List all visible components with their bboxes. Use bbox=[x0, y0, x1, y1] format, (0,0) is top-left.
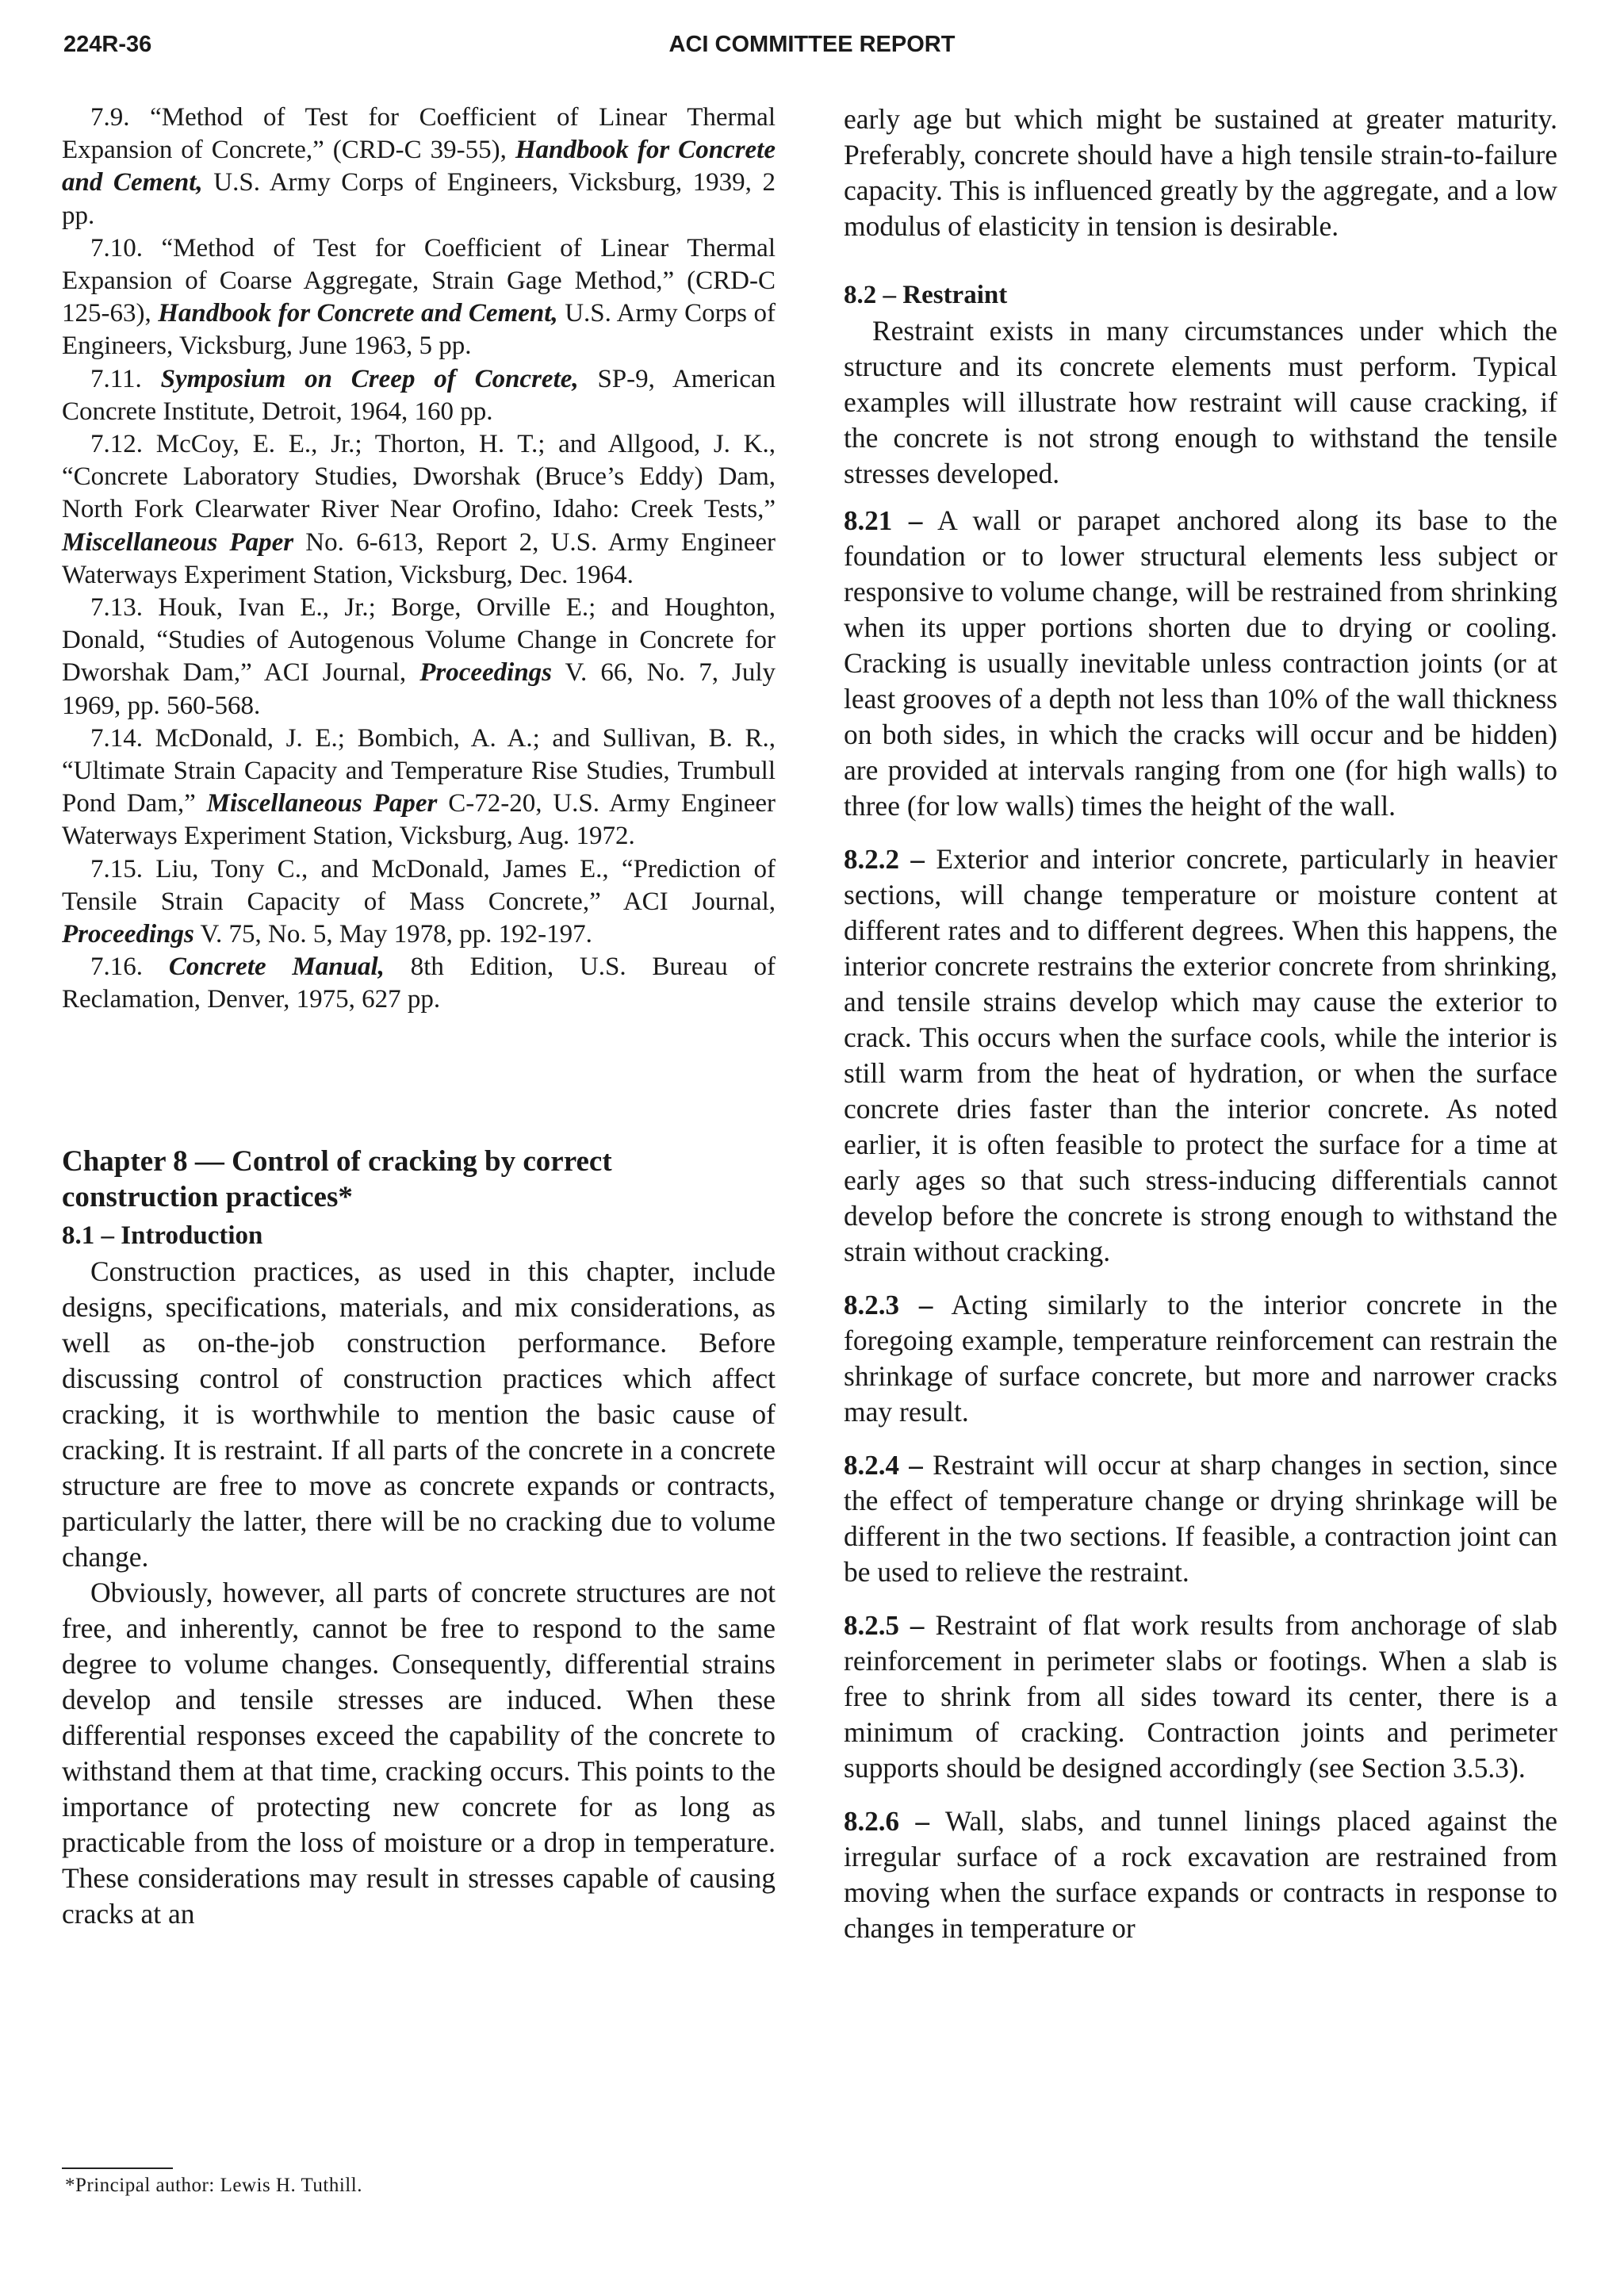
subsection-number: 8.2.5 – bbox=[844, 1610, 925, 1641]
reference-item: 7.16. Concrete Manual, 8th Edition, U.S. Bureau of Reclamation, Denver, 1975, 627 pp. bbox=[62, 952, 776, 1014]
body-paragraph: early age but which might be sustained at greater maturity. Preferably, concrete should have a high tensile strain-to-failure capacity. This is influenced greatly by the aggregate, and a low modulus of elasticity in tension is desirable. bbox=[844, 103, 1557, 242]
reference-item: 7.9. “Method of Test for Coefficient of Linear Thermal Expansion of Concrete,” (CRD-C 39-55), Handbook for Concrete and Cement, U.S. Army Corps of Engineers, Vicksburg, 1939, 2 pp. bbox=[62, 103, 776, 230]
footnote-divider bbox=[62, 2167, 173, 2169]
page-header bbox=[63, 32, 1561, 68]
section-heading: 8.2 – Restraint bbox=[844, 281, 1008, 309]
page-number: 224R-36 bbox=[63, 32, 152, 57]
subsection-paragraph: 8.2.4 – Restraint will occur at sharp changes in section, since the effect of temperature change or drying shrinkage will be different in the two sections. If feasible, a contraction joint can be used to relieve the restraint. bbox=[844, 1449, 1558, 1588]
section-heading: 8.1 – Introduction bbox=[62, 1221, 263, 1250]
subsection-number: 8.2.2 – bbox=[844, 844, 925, 875]
subsection-paragraph: 8.2.5 – Restraint of flat work results from anchorage of slab reinforcement in perimeter slabs or footings. When a slab is free to shrink from all sides toward its center, there is a minimum of cracking. Contraction joints and perimeter supports should be designed accordingly (see Section 3.5.3). bbox=[844, 1609, 1557, 1784]
body-paragraph: Restraint exists in many circumstances under which the structure and its concrete elements must perform. Typical examples will illustrate how restraint will cause cracking, if the concrete is not strong enough to withstand the tensile stresses developed. bbox=[844, 315, 1557, 489]
reference-item: 7.11. Symposium on Creep of Concrete, SP-9, American Concrete Institute, Detroit, 1964, 160 pp. bbox=[62, 364, 776, 426]
reference-item: 7.15. Liu, Tony C., and McDonald, James E., “Prediction of Tensile Strain Capacity of Mass Concrete,” ACI Journal, Proceedings V. 75, No. 5, May 1978, pp. 192-197. bbox=[62, 854, 776, 949]
reference-item: 7.14. McDonald, J. E.; Bombich, A. A.; and Sullivan, B. R., “Ultimate Strain Capacity and Temperature Rise Studies, Trumbull Pond Dam,” Miscellaneous Paper C-72-20, U.S. Army Engineer Waterways Experiment Station, Vicksburg, Aug. 1972. bbox=[62, 723, 776, 851]
subsection-number: 8.2.6 – bbox=[844, 1806, 929, 1837]
subsection-paragraph: 8.2.6 – Wall, slabs, and tunnel linings placed against the irregular surface of a rock excavation are restrained from moving when the surface expands or contracts in response to changes in temperature or bbox=[844, 1805, 1557, 1944]
subsection-number: 8.21 – bbox=[844, 505, 923, 536]
report-title: ACI COMMITTEE REPORT bbox=[668, 32, 956, 57]
reference-item: 7.13. Houk, Ivan E., Jr.; Borge, Orville E.; and Houghton, Donald, “Studies of Autogenous Volume Change in Concrete for Dworshak Dam,” ACI Journal, Proceedings V. 66, No. 7, July 1969, pp. 560-568. bbox=[62, 593, 776, 720]
reference-item: 7.12. McCoy, E. E., Jr.; Thorton, H. T.; and Allgood, J. K., “Concrete Laboratory Studies, Dworshak (Bruce’s Eddy) Dam, North Fork Clearwater River Near Orofino, Idaho: Creek Tests,” Miscellaneous Paper No. 6-613, Report 2, U.S. Army Engineer Waterways Experiment Station, Vicksburg, Dec. 1964. bbox=[62, 430, 776, 589]
right-column bbox=[844, 102, 1557, 1946]
subsection-number: 8.2.3 – bbox=[844, 1290, 933, 1320]
subsection-paragraph: 8.2.2 – Exterior and interior concrete, particularly in heavier sections, will change temperature or moisture content at different rates and to different degrees. When this happens, the interior concrete restrains the exterior concrete from shrinking, and tensile strains develop which may cause the exterior to crack. This occurs when the surface cools, while the interior is still warm from the heat of hydration, or when the surface concrete dries faster than the interior concrete. As noted earlier, it is often feasible to protect the surface for a time at early ages so that such stress-inducing differentials cannot develop before the concrete is strong enough to withstand the strain without cracking. bbox=[844, 843, 1558, 1267]
subsection-number: 8.2.4 – bbox=[844, 1450, 923, 1481]
body-paragraph: Obviously, however, all parts of concrete structures are not free, and inherently, cannot be free to respond to the same degree to volume changes. Consequently, differential strains develop and tensile stresses are induced. When these differential responses exceed the capability of the concrete to withstand them at that time, cracking occurs. This points to the importance of protecting new concrete for as long as practicable from the loss of moisture or a drop in temperature. These considerations may result in stresses capable of causing cracks at an bbox=[62, 1576, 776, 1930]
footnote: *Principal author: Lewis H. Tuthill. bbox=[65, 2175, 362, 2196]
body-paragraph: Construction practices, as used in this chapter, include designs, specifications, materials, and mix considerations, as well as on-the-job construction performance. Before discussing control of construction practices which affect cracking, it is worthwhile to mention the basic cause of cracking. It is restraint. If all parts of the concrete in a concrete structure are free to move as concrete expands or contracts, particularly the latter, there will be no cracking due to volume change. bbox=[62, 1255, 776, 1573]
left-column bbox=[62, 102, 776, 1932]
subsection-paragraph: 8.21 – A wall or parapet anchored along its base to the foundation or to lower structural elements less subject or responsive to volume change, will be restrained from shrinking when its upper portions shorten due to drying or cooling. Cracking is usually inevitable unless contraction joints (or at least grooves of a depth not less than 10% of the wall thickness on both sides, in which the cracks will occur and be hidden) are provided at intervals ranging from one (for high walls) to three (for low walls) times the height of the wall. bbox=[844, 504, 1558, 822]
chapter-heading: Chapter 8 — Control of cracking by correct construction practices* bbox=[62, 1144, 612, 1213]
reference-list bbox=[62, 102, 776, 1017]
subsection-paragraph: 8.2.3 – Acting similarly to the interior concrete in the foregoing example, temperature reinforcement can restrain the shrinkage of surface concrete, but more and narrower cracks may result. bbox=[844, 1289, 1557, 1428]
reference-item: 7.10. “Method of Test for Coefficient of Linear Thermal Expansion of Coarse Aggregate, Strain Gage Method,” (CRD-C 125-63), Handbook for Concrete and Cement, U.S. Army Corps of Engineers, Vicksburg, June 1963, 5 pp. bbox=[62, 233, 776, 361]
